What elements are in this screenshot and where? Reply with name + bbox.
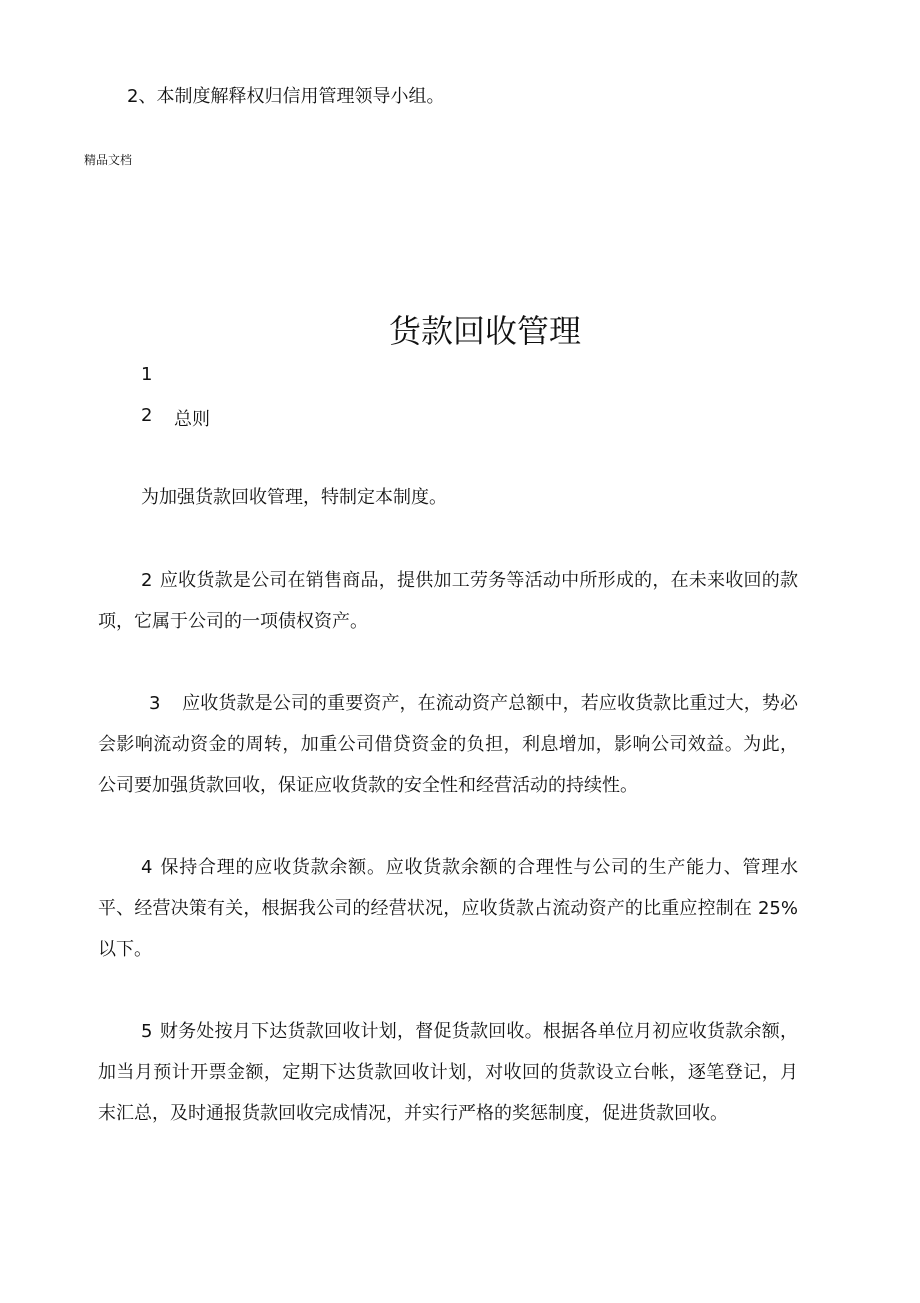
header-label: 精品文档	[84, 153, 133, 167]
paragraph-2	[98, 560, 798, 642]
paragraph-2-text: 应收货款是公司在销售商品，提供加工劳务等活动中所形成的，在未来收回的款项，它属于公司的一项债权资产。	[98, 570, 798, 632]
top-line-text: 2、本制度解释权归信用管理领导小组。	[127, 86, 445, 107]
paragraph-5-text: 财务处按月下达货款回收计划，督促货款回收。根据各单位月初应收货款余额，加当月预计开票金额，定期下达货款回收计划，对收回的货款设立台帐，逐笔登记，月末汇总，及时通报货款回收完成情况，并实行严格的奖惩制度，促进货款回收。	[98, 1021, 798, 1124]
paragraph-1-text: 为加强货款回收管理，特制定本制度。	[141, 487, 447, 508]
item-number-1: 1	[141, 364, 153, 385]
paragraph-5	[98, 1011, 798, 1134]
paragraph-5-number: 5	[141, 1021, 153, 1042]
paragraph-4-text: 保持合理的应收货款余额。应收货款余额的合理性与公司的生产能力、管理水平、经营决策有关，根据我公司的经营状况，应收货款占流动资产的比重应控制在 25%以下。	[98, 857, 798, 960]
paragraph-3	[98, 683, 798, 806]
paragraph-2-number: 2	[141, 570, 153, 591]
paragraph-3-text: 应收货款是公司的重要资产，在流动资产总额中，若应收货款比重过大，势必会影响流动资金的周转，加重公司借贷资金的负担，利息增加，影响公司效益。为此，公司要加强货款回收，保证应收货款的安全性和经营活动的持续性。	[98, 693, 798, 796]
paragraph-1	[141, 477, 841, 518]
paragraph-4	[98, 847, 798, 970]
paragraph-4-number: 4	[141, 857, 153, 878]
section-heading: 总则	[174, 409, 210, 430]
paragraph-3-number: 3	[149, 693, 161, 714]
document-title: 货款回收管理	[389, 312, 582, 350]
section-number: 2	[141, 405, 153, 426]
